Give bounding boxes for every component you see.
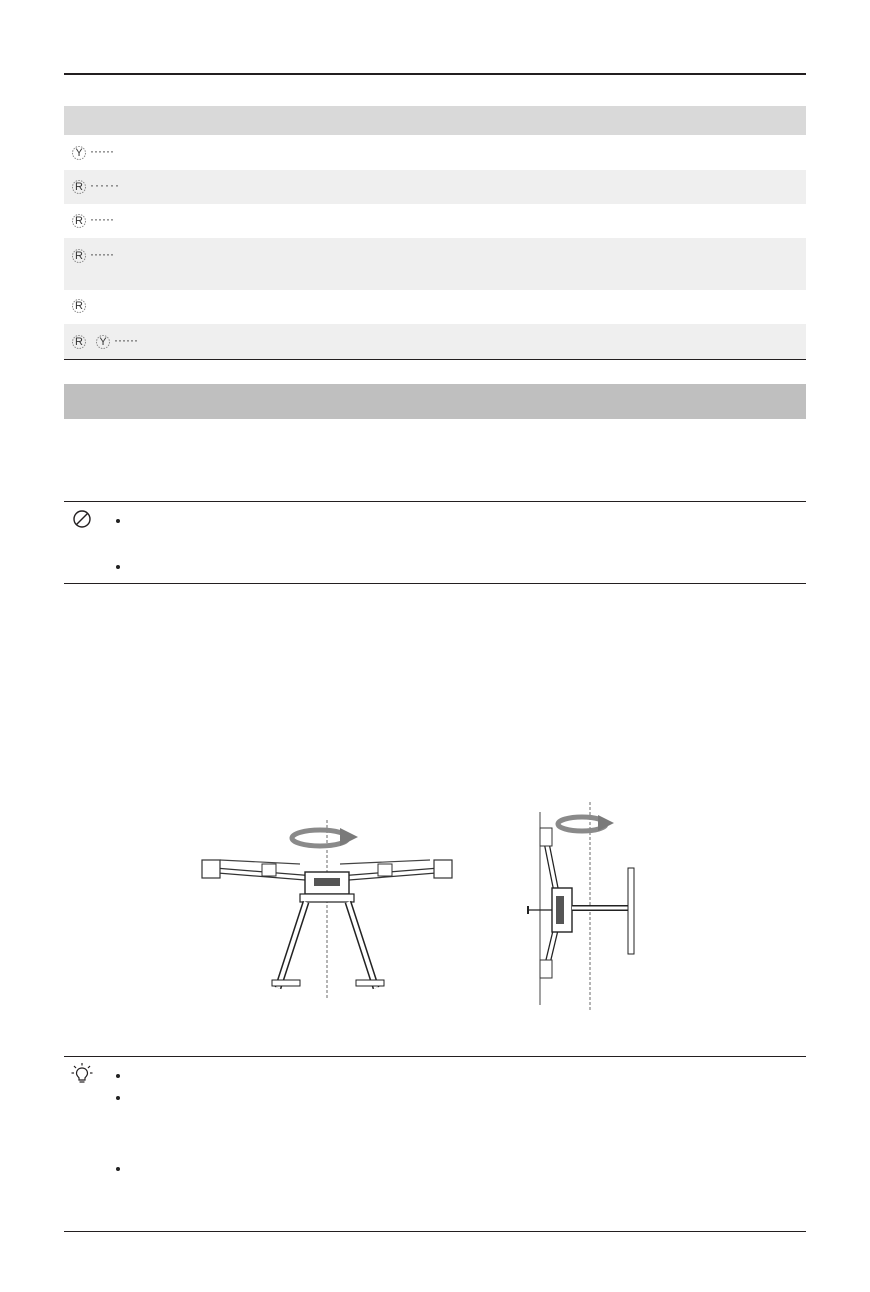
red-led-icon: R xyxy=(70,297,88,315)
aircraft-front-view-illustration xyxy=(190,818,480,1000)
warning-bullet xyxy=(116,565,120,569)
blink-pattern: ······ xyxy=(90,178,120,192)
warning-top-rule xyxy=(64,501,806,502)
red-led-icon: R xyxy=(70,333,88,351)
tips-top-rule xyxy=(64,1056,806,1057)
led-row-red-blink xyxy=(64,212,806,230)
blink-pattern: ······ xyxy=(90,212,114,226)
top-rule xyxy=(64,73,806,75)
tip-bullet xyxy=(116,1074,120,1078)
led-table-bottom-rule xyxy=(64,359,806,360)
blink-pattern: ······ xyxy=(114,333,138,347)
yellow-led-icon: Y xyxy=(94,333,112,351)
footer-rule xyxy=(64,1231,806,1232)
warning-bullet xyxy=(116,519,120,523)
tip-bullet xyxy=(116,1096,120,1100)
red-led-icon: R xyxy=(70,247,88,265)
yellow-led-icon: Y xyxy=(70,144,88,162)
tip-bullet xyxy=(116,1167,120,1171)
aircraft-side-view-illustration xyxy=(520,800,650,1012)
red-led-icon: R xyxy=(70,178,88,196)
led-row-red-blink-2 xyxy=(64,247,806,265)
led-table-header xyxy=(64,106,806,135)
section-heading-band xyxy=(64,384,806,419)
blink-pattern: ······ xyxy=(90,247,114,261)
led-row-red-yellow-alternate xyxy=(64,333,806,351)
rotation-arrow-icon xyxy=(558,815,614,831)
blink-pattern: ······ xyxy=(90,144,114,158)
prohibited-icon xyxy=(72,509,92,534)
led-row-yellow-blink xyxy=(64,144,806,162)
red-led-icon: R xyxy=(70,212,88,230)
lightbulb-icon xyxy=(71,1062,93,1091)
rotation-arrow-icon xyxy=(292,828,358,846)
warning-bottom-rule xyxy=(64,583,806,584)
led-row-red-blink-fast xyxy=(64,178,806,196)
led-row-red-solid xyxy=(64,297,806,315)
